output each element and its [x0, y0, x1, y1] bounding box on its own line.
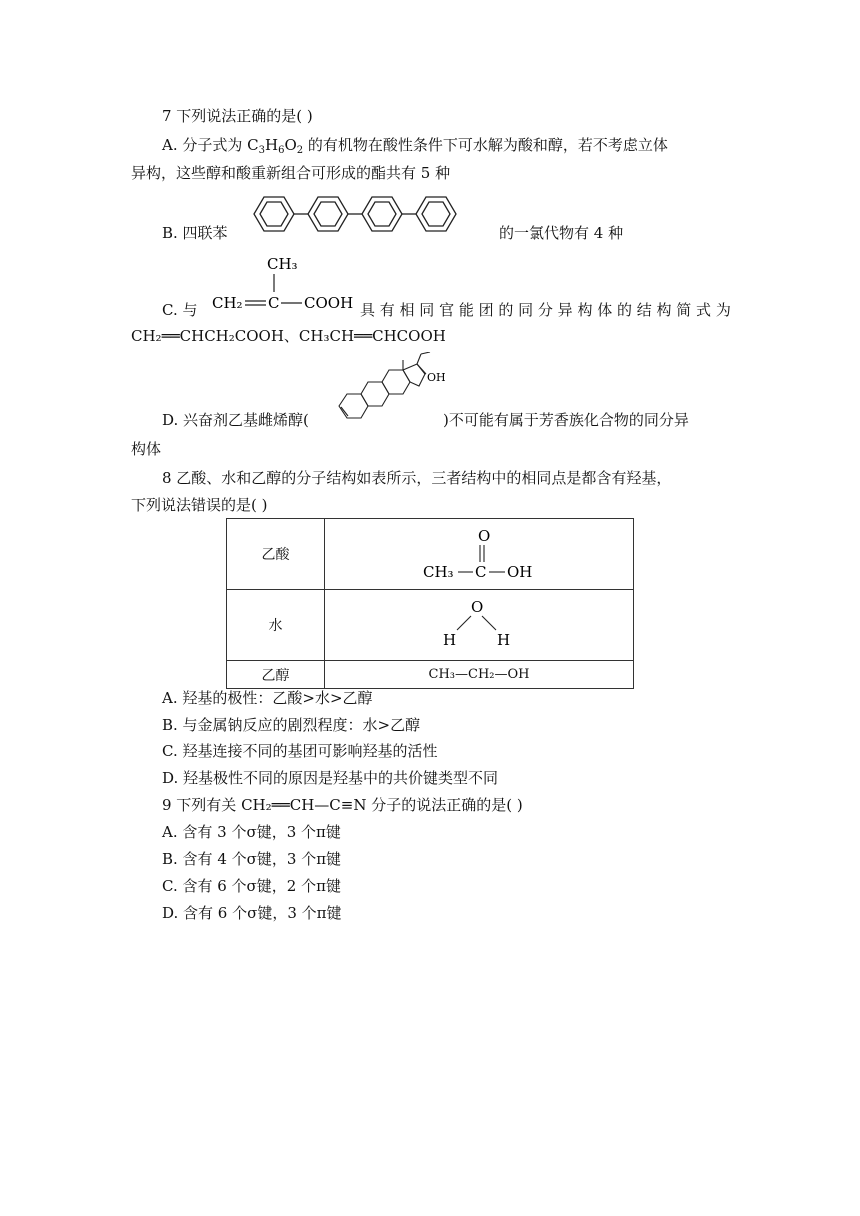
- q7-option-d-line2: 构体: [131, 440, 162, 458]
- acetic-acid-structure: [325, 519, 633, 585]
- q8-option-d: D. 羟基极性不同的原因是羟基中的共价键类型不同: [162, 769, 499, 787]
- q8-option-c: C. 羟基连接不同的基团可影响羟基的活性: [162, 742, 438, 760]
- q9-option-d: D. 含有 6 个σ键，3 个π键: [162, 904, 342, 922]
- table-cell-structure: [325, 519, 634, 590]
- q7-option-b-prefix: B. 四联苯: [162, 224, 228, 242]
- svg-text:OH: OH: [507, 563, 533, 581]
- svg-text:CH₂: CH₂: [212, 294, 243, 312]
- q7-option-c-suffix: 具 有 相 同 官 能 团 的 同 分 异 构 体 的 结 构 简 式 为: [360, 301, 731, 319]
- benzene-ring-3: [362, 197, 402, 231]
- q8-option-a: A. 羟基的极性：乙酸>水>乙醇: [162, 689, 373, 707]
- table-cell-name: 乙醇: [227, 661, 325, 689]
- q8-stem-line2: 下列说法错误的是( ): [131, 496, 268, 514]
- benzene-ring-1: [254, 197, 294, 231]
- svg-text:CH₃: CH₃: [267, 255, 298, 273]
- ethylestrenol-structure: [331, 352, 446, 430]
- table-cell-structure: [325, 590, 634, 661]
- molecule-table: [226, 518, 634, 689]
- q7-option-b-suffix: 的一氯代物有 4 种: [499, 224, 624, 242]
- q9-option-a: A. 含有 3 个σ键，3 个π键: [162, 823, 341, 841]
- svg-text:O: O: [478, 527, 491, 545]
- q7-option-d-suffix: )不可能有属于芳香族化合物的同分异: [443, 411, 689, 429]
- water-structure: [325, 590, 633, 656]
- table-cell-name: 水: [227, 590, 325, 661]
- svg-text:C: C: [475, 563, 487, 581]
- table-cell-name: 乙酸: [227, 519, 325, 590]
- svg-text:CH₃: CH₃: [423, 563, 454, 581]
- svg-text:H: H: [497, 631, 511, 649]
- table-row-water: [227, 590, 634, 661]
- quaterphenyl-structure: [242, 192, 497, 236]
- svg-text:O: O: [471, 598, 484, 616]
- q9-option-c: C. 含有 6 个σ键，2 个π键: [162, 877, 341, 895]
- benzene-ring-2: [308, 197, 348, 231]
- svg-text:COOH: COOH: [304, 294, 354, 312]
- q9-option-b: B. 含有 4 个σ键，3 个π键: [162, 850, 342, 868]
- q7-stem: 7 下列说法正确的是( ): [162, 107, 313, 125]
- q9-stem: 9 下列有关 CH₂══CH—C≡N 分子的说法正确的是( ): [162, 796, 523, 814]
- methacrylic-acid-structure: [210, 250, 360, 320]
- q8-option-b: B. 与金属钠反应的剧烈程度：水>乙醇: [162, 716, 421, 734]
- svg-text:H: H: [443, 631, 457, 649]
- q7-option-a-line2: 异构，这些醇和酸重新组合可形成的酯共有 5 种: [131, 164, 451, 182]
- table-row-acetic-acid: [227, 519, 634, 590]
- svg-text:C: C: [268, 294, 280, 312]
- q7-option-c-prefix: C. 与: [162, 301, 198, 319]
- q7-option-c-line2: CH₂══CHCH₂COOH、CH₃CH══CHCOOH: [131, 327, 446, 345]
- q7-option-a-line1: A. 分子式为 $C_3H_6O_2$ 的有机物在酸性条件下可水解为酸和醇，若不考虑立体: [162, 136, 668, 156]
- benzene-ring-4: [416, 197, 456, 231]
- table-cell-structure: CH₃—CH₂—OH: [325, 661, 634, 689]
- table-row-ethanol: [227, 661, 634, 689]
- q7-option-d-prefix: D. 兴奋剂乙基雌烯醇(: [162, 411, 309, 429]
- q8-stem-line1: 8 乙酸、水和乙醇的分子结构如表所示，三者结构中的相同点是都含有羟基，: [162, 469, 672, 487]
- svg-text:OH: OH: [427, 371, 446, 384]
